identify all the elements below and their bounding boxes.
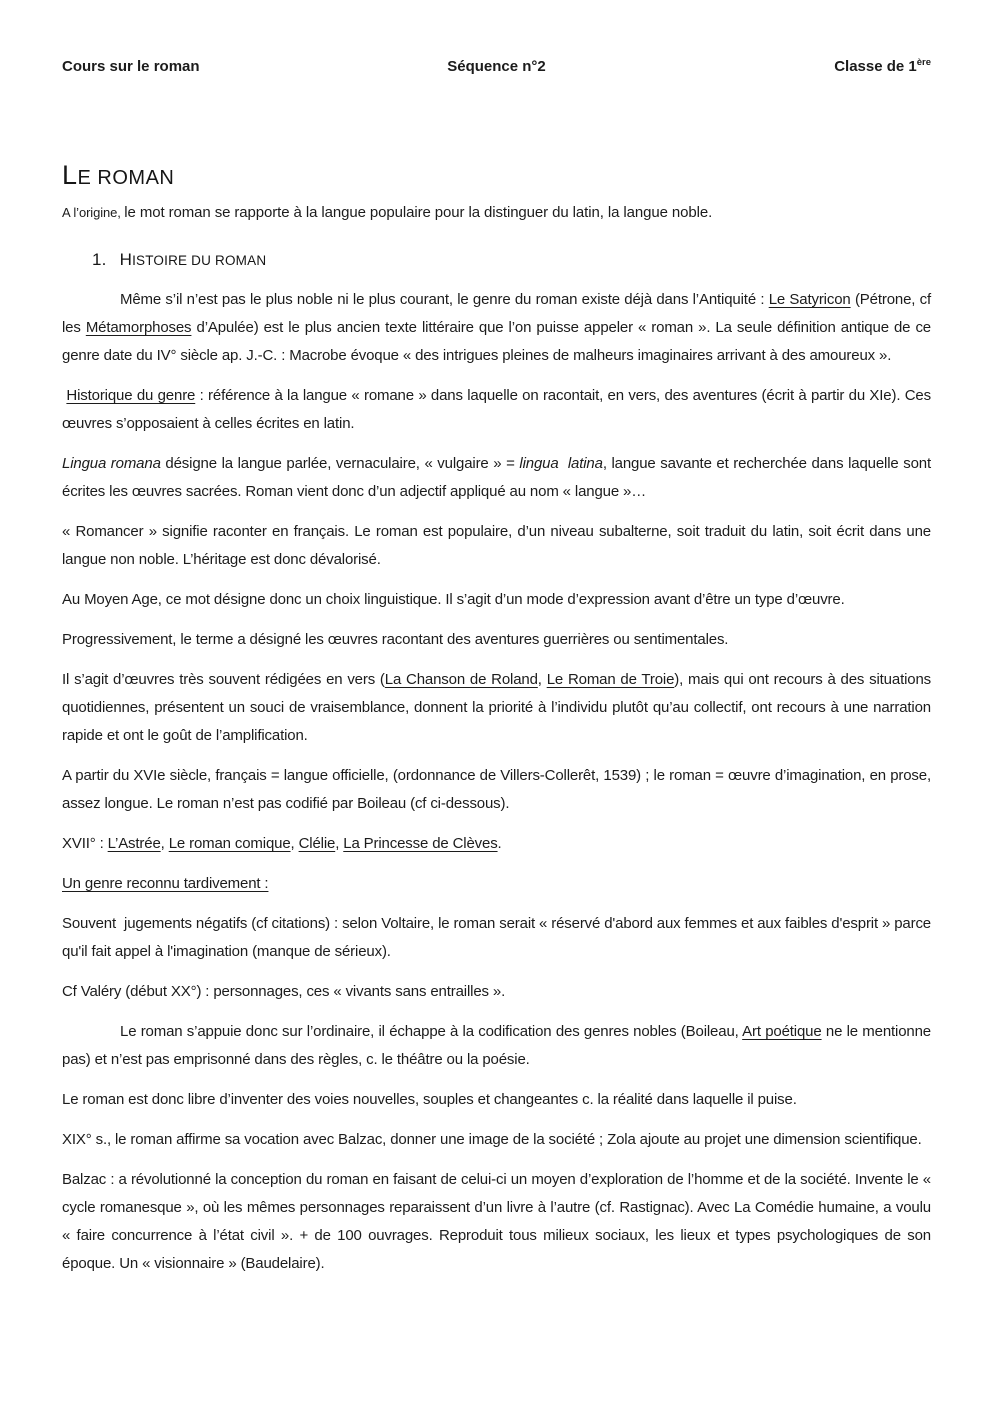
paragraph bbox=[62, 910, 931, 966]
section-smallcaps: ISTOIRE DU ROMAN bbox=[132, 253, 267, 268]
paragraph bbox=[62, 382, 931, 438]
paragraph bbox=[62, 1018, 931, 1074]
text-run: Le roman comique bbox=[168, 835, 291, 852]
document-paragraphs bbox=[62, 286, 931, 1278]
text-run: Le Roman de Troie bbox=[546, 671, 675, 688]
paragraph bbox=[62, 1086, 931, 1114]
paragraph bbox=[62, 586, 931, 614]
text-run: d’Apulée) est le plus ancien texte littéraire que l’on puisse appeler « roman ». La seule définition antique de ce genre date du IV° siècle ap. J.-C. : Macrobe évoque « des intrigues pleines de malheurs imaginaires arrivant à des amoureux ». bbox=[62, 319, 931, 364]
paragraph bbox=[62, 1126, 931, 1154]
header-course-label: Cours sur le roman bbox=[62, 58, 200, 75]
title-smallcaps: E ROMAN bbox=[77, 167, 175, 189]
paragraph bbox=[62, 830, 931, 858]
paragraph bbox=[62, 286, 931, 370]
text-run: lingua latina bbox=[519, 455, 603, 472]
text-run: , bbox=[290, 835, 299, 852]
text-run: XIX° s., le roman affirme sa vocation avec Balzac, donner une image de la société ; Zola ajoute au projet une dimension scientifique. bbox=[62, 1131, 922, 1148]
text-run: Clélie bbox=[298, 835, 336, 852]
text-run: ), mais qui ont recours à des situations quotidiennes, présentent un souci de vraisemblance, donnent la priorité à l’individu plutôt qu’au collectif, ont recours à une narration rapide et ont le goût de l’amplification. bbox=[62, 671, 932, 744]
text-run: La Chanson de Roland bbox=[384, 671, 538, 688]
page-header bbox=[62, 56, 931, 77]
section-initial: H bbox=[119, 250, 133, 269]
paragraph bbox=[62, 626, 931, 654]
section-number: 1. bbox=[92, 250, 107, 269]
paragraph bbox=[62, 762, 931, 818]
header-class-text: Classe de 1 bbox=[834, 58, 917, 75]
text-run: désigne la langue parlée, vernaculaire, « vulgaire » = bbox=[160, 455, 520, 472]
paragraph bbox=[62, 1166, 931, 1278]
text-run: (Pétrone, cf les bbox=[62, 291, 931, 336]
text-run: Le roman est donc libre d’inventer des voies nouvelles, souples et changeantes c. la réalité dans laquelle il puise. bbox=[62, 1091, 797, 1108]
text-run: L’Astrée bbox=[107, 835, 161, 852]
section-heading bbox=[92, 245, 931, 273]
text-run: Art poétique bbox=[742, 1023, 822, 1040]
document-title bbox=[62, 155, 931, 196]
text-run: . bbox=[497, 835, 502, 852]
intro-lead: A l’origine, bbox=[62, 205, 125, 220]
title-initial: L bbox=[62, 160, 78, 190]
header-class-label bbox=[641, 56, 931, 77]
text-run: , bbox=[160, 835, 169, 852]
paragraph bbox=[62, 870, 931, 898]
text-run: XVII° : bbox=[62, 835, 108, 852]
text-run: Un genre reconnu tardivement : bbox=[62, 875, 269, 892]
text-run: Lingua romana bbox=[62, 455, 161, 472]
text-run: Le Satyricon bbox=[768, 291, 851, 308]
text-run: Souvent jugements négatifs (cf citations) : selon Voltaire, le roman serait « réservé d'abord aux femmes et aux faibles d'esprit » parce qu'il fait appel à l'imagination (manque de sérieux). bbox=[62, 915, 931, 960]
text-run: , bbox=[335, 835, 344, 852]
text-run: Métamorphoses bbox=[85, 319, 192, 336]
text-run: ne le mentionne pas) et n’est pas emprisonné dans des règles, c. le théâtre ou la poésie. bbox=[62, 1023, 932, 1068]
text-run: : référence à la langue « romane » dans laquelle on racontait, en vers, des aventures (écrit à partir du XIe). Ces œuvres s’opposaient à celles écrites en latin. bbox=[62, 387, 931, 432]
text-run: Même s’il n’est pas le plus noble ni le plus courant, le genre du roman existe déjà dans l’Antiquité : bbox=[120, 291, 769, 308]
text-run: , langue savante et recherchée dans laquelle sont écrites les œuvres sacrées. Roman vient donc d’un adjectif appliqué au nom « langue »… bbox=[62, 455, 931, 500]
header-class-superscript: ère bbox=[916, 57, 932, 68]
paragraph bbox=[62, 450, 931, 506]
text-run: A partir du XVIe siècle, français = langue officielle, (ordonnance de Villers-Collerêt, 1539) ; le roman = œuvre d’imagination, en prose, assez longue. Le roman n’est pas codifié par Boileau (cf ci-dessous). bbox=[62, 767, 931, 812]
text-run: Il s’agit d’œuvres très souvent rédigées en vers ( bbox=[62, 671, 385, 688]
header-sequence-label: Séquence n°2 bbox=[447, 58, 546, 75]
intro-text: le mot roman se rapporte à la langue populaire pour la distinguer du latin, la langue noble. bbox=[124, 204, 713, 221]
text-run: , bbox=[537, 671, 547, 688]
text-run: La Princesse de Clèves bbox=[343, 835, 498, 852]
paragraph bbox=[62, 978, 931, 1006]
text-run: Au Moyen Age, ce mot désigne donc un choix linguistique. Il s’agit d’un mode d’expression avant d’être un type d’œuvre. bbox=[62, 591, 845, 608]
text-run: « Romancer » signifie raconter en français. Le roman est populaire, d’un niveau subalterne, soit traduit du latin, soit écrit dans une langue non noble. L’héritage est donc dévalorisé. bbox=[62, 523, 931, 568]
text-run: Le roman s’appuie donc sur l’ordinaire, il échappe à la codification des genres nobles (Boileau, bbox=[120, 1023, 743, 1040]
text-run: Historique du genre bbox=[66, 387, 196, 404]
text-run: Progressivement, le terme a désigné les œuvres racontant des aventures guerrières ou sentimentales. bbox=[62, 631, 729, 648]
paragraph bbox=[62, 666, 931, 750]
text-run: Cf Valéry (début XX°) : personnages, ces « vivants sans entrailles ». bbox=[62, 983, 506, 1000]
paragraph bbox=[62, 518, 931, 574]
intro-paragraph bbox=[62, 202, 931, 224]
text-run: Balzac : a révolutionné la conception du roman en faisant de celui-ci un moyen d’exploration de l’homme et de la société. Invente le « cycle romanesque », où les mêmes personnages reparaissent d’un livre à l’autre (cf. Rastignac). Avec La Comédie humaine, a voulu « faire concurrence à l’état civil ». + de 100 ouvrages. Reproduit tous milieux sociaux, les lieux et types psychologiques de son époque. Un « visionnaire » (Baudelaire). bbox=[62, 1171, 931, 1272]
